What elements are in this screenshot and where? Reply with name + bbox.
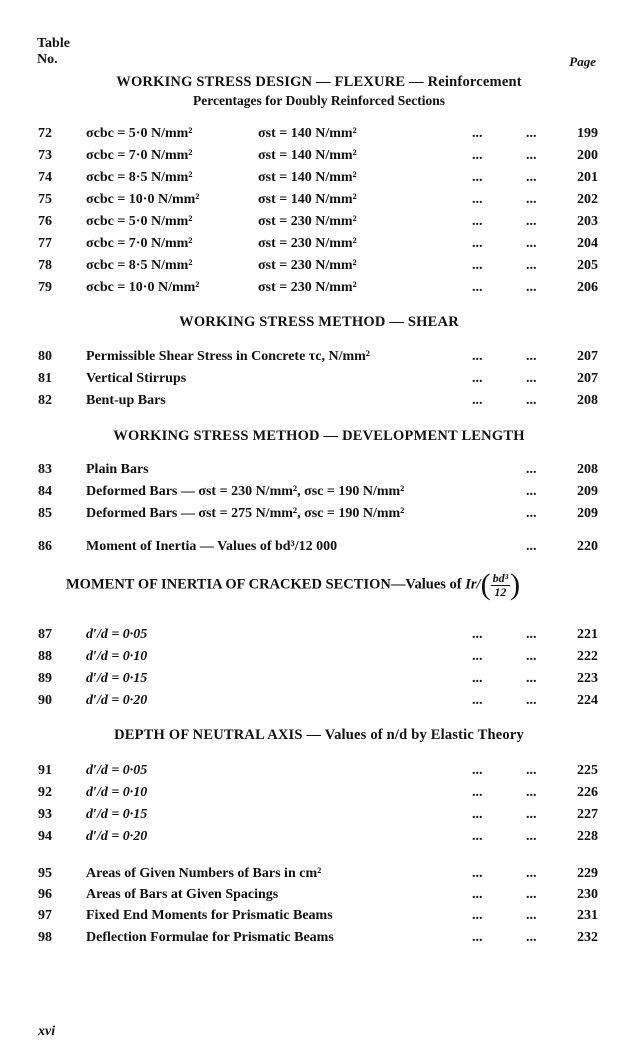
page-number: 206	[577, 280, 598, 295]
toc-row[interactable]	[0, 866, 638, 888]
table-number: 82	[38, 393, 52, 408]
page-number: 226	[577, 785, 598, 800]
toc-row[interactable]	[0, 192, 638, 214]
leader-dots: ...	[526, 126, 537, 141]
page-number: 225	[577, 763, 598, 778]
leader-dots: ...	[472, 170, 483, 185]
section-title-moi-main: MOMENT OF INERTIA OF CRACKED SECTION—Values of	[66, 576, 462, 593]
page-number: 231	[577, 908, 598, 923]
leader-dots: ...	[526, 539, 537, 554]
leader-dots: ...	[526, 785, 537, 800]
section-title-shear: WORKING STRESS METHOD — SHEAR	[179, 314, 459, 330]
table-number: 86	[38, 539, 52, 554]
leader-dots: ...	[526, 148, 537, 163]
row-text-2: σst = 230 N/mm²	[258, 280, 357, 295]
leader-dots: ...	[472, 671, 483, 686]
leader-dots: ...	[526, 258, 537, 273]
no-label: No.	[37, 52, 58, 67]
table-number: 74	[38, 170, 52, 185]
leader-dots: ...	[526, 807, 537, 822]
leader-dots: ...	[526, 236, 537, 251]
leader-dots: ...	[526, 484, 537, 499]
table-number: 95	[38, 866, 52, 881]
leader-dots: ...	[526, 908, 537, 923]
row-text-2: σst = 140 N/mm²	[258, 148, 357, 163]
row-text: d′/d = 0·20	[86, 829, 148, 844]
section-subtitle-flexure: Percentages for Doubly Reinforced Sections	[193, 93, 445, 108]
row-text: σcbc = 5·0 N/mm²	[86, 214, 193, 229]
row-text: d′/d = 0·05	[86, 763, 148, 778]
toc-row[interactable]	[0, 807, 638, 829]
fraction-denominator: 12	[494, 584, 507, 599]
page-number: 223	[577, 671, 598, 686]
ir-symbol: Ir/	[465, 576, 481, 593]
toc-row[interactable]	[0, 462, 638, 484]
leader-dots: ...	[526, 671, 537, 686]
left-paren: (	[480, 568, 491, 601]
table-number: 98	[38, 930, 52, 945]
toc-row[interactable]	[0, 126, 638, 148]
table-number: 96	[38, 887, 52, 902]
row-text: Vertical Stirrups	[86, 371, 187, 386]
toc-row[interactable]	[0, 280, 638, 302]
toc-row[interactable]	[0, 930, 638, 952]
leader-dots: ...	[526, 371, 537, 386]
leader-dots: ...	[526, 866, 537, 881]
row-text: σcbc = 8·5 N/mm²	[86, 258, 193, 273]
page-number: 205	[577, 258, 598, 273]
leader-dots: ...	[472, 887, 483, 902]
table-number: 88	[38, 649, 52, 664]
toc-row[interactable]	[0, 539, 638, 561]
row-text-2: σst = 140 N/mm²	[258, 126, 357, 141]
leader-dots: ...	[526, 506, 537, 521]
row-text: Areas of Bars at Given Spacings	[86, 887, 279, 902]
page-number: 227	[577, 807, 598, 822]
leader-dots: ...	[472, 807, 483, 822]
leader-dots: ...	[526, 627, 537, 642]
leader-dots: ...	[526, 462, 537, 477]
row-text: Fixed End Moments for Prismatic Beams	[86, 908, 333, 923]
leader-dots: ...	[472, 627, 483, 642]
page-number: 209	[577, 484, 598, 499]
table-number: 84	[38, 484, 52, 499]
toc-row[interactable]	[0, 258, 638, 280]
leader-dots: ...	[472, 192, 483, 207]
toc-row[interactable]	[0, 170, 638, 192]
leader-dots: ...	[472, 126, 483, 141]
row-text-2: σst = 140 N/mm²	[258, 170, 357, 185]
section-title-development: WORKING STRESS METHOD — DEVELOPMENT LENGTH	[113, 428, 525, 444]
toc-row[interactable]	[0, 693, 638, 715]
toc-row[interactable]	[0, 829, 638, 851]
page-number: 199	[577, 126, 598, 141]
toc-row[interactable]	[0, 785, 638, 807]
table-number: 79	[38, 280, 52, 295]
table-no-header	[37, 36, 70, 68]
table-number: 87	[38, 627, 52, 642]
page-number: 209	[577, 506, 598, 521]
section-title-depth: DEPTH OF NEUTRAL AXIS — Values of n/d by Elastic Theory	[114, 727, 524, 743]
leader-dots: ...	[472, 930, 483, 945]
row-text: d′/d = 0·05	[86, 627, 148, 642]
table-number: 75	[38, 192, 52, 207]
row-text: d′/d = 0·20	[86, 693, 148, 708]
page-number: 224	[577, 693, 598, 708]
leader-dots: ...	[472, 148, 483, 163]
row-text: σcbc = 7·0 N/mm²	[86, 236, 193, 251]
table-number: 91	[38, 763, 52, 778]
leader-dots: ...	[526, 349, 537, 364]
right-paren: )	[510, 568, 521, 601]
toc-row[interactable]	[0, 371, 638, 393]
page-number: 202	[577, 192, 598, 207]
leader-dots: ...	[526, 693, 537, 708]
toc-row[interactable]	[0, 506, 638, 528]
row-text-2: σst = 230 N/mm²	[258, 236, 357, 251]
row-text: d′/d = 0·15	[86, 671, 148, 686]
table-number: 73	[38, 148, 52, 163]
table-number: 76	[38, 214, 52, 229]
table-number: 89	[38, 671, 52, 686]
table-number: 81	[38, 371, 52, 386]
table-number: 92	[38, 785, 52, 800]
leader-dots: ...	[472, 829, 483, 844]
leader-dots: ...	[472, 649, 483, 664]
leader-dots: ...	[526, 930, 537, 945]
section-title-moi	[66, 568, 520, 602]
leader-dots: ...	[526, 170, 537, 185]
toc-row[interactable]	[0, 887, 638, 909]
row-text: d′/d = 0·15	[86, 807, 148, 822]
table-number: 80	[38, 349, 52, 364]
table-number: 77	[38, 236, 52, 251]
leader-dots: ...	[526, 280, 537, 295]
toc-row[interactable]	[0, 763, 638, 785]
page-number: 221	[577, 627, 598, 642]
leader-dots: ...	[526, 829, 537, 844]
table-label: Table	[37, 36, 70, 51]
page-number: 208	[577, 462, 598, 477]
table-number: 85	[38, 506, 52, 521]
table-number: 83	[38, 462, 52, 477]
toc-row[interactable]	[0, 484, 638, 506]
leader-dots: ...	[472, 785, 483, 800]
toc-row[interactable]	[0, 671, 638, 693]
leader-dots: ...	[472, 280, 483, 295]
page-number: 200	[577, 148, 598, 163]
leader-dots: ...	[472, 349, 483, 364]
page-number: 203	[577, 214, 598, 229]
page-number: 208	[577, 393, 598, 408]
table-number: 94	[38, 829, 52, 844]
leader-dots: ...	[526, 214, 537, 229]
toc-row[interactable]	[0, 393, 638, 415]
row-text: Areas of Given Numbers of Bars in cm²	[86, 866, 322, 881]
page-number: 222	[577, 649, 598, 664]
leader-dots: ...	[472, 371, 483, 386]
fraction-numerator: bd³	[492, 570, 509, 585]
leader-dots: ...	[526, 887, 537, 902]
table-number: 72	[38, 126, 52, 141]
page-number: 232	[577, 930, 598, 945]
page-number: 207	[577, 371, 598, 386]
page-number: 230	[577, 887, 598, 902]
row-text-2: σst = 140 N/mm²	[258, 192, 357, 207]
page-number: 204	[577, 236, 598, 251]
table-number: 78	[38, 258, 52, 273]
table-number: 97	[38, 908, 52, 923]
row-text: Plain Bars	[86, 462, 149, 477]
toc-row[interactable]	[0, 349, 638, 371]
leader-dots: ...	[472, 908, 483, 923]
page-label: Page	[569, 54, 596, 69]
row-text: Deflection Formulae for Prismatic Beams	[86, 930, 334, 945]
leader-dots: ...	[526, 649, 537, 664]
leader-dots: ...	[472, 693, 483, 708]
leader-dots: ...	[526, 192, 537, 207]
row-text: Deformed Bars — σst = 230 N/mm², σsc = 190 N/mm²	[86, 484, 405, 499]
toc-row[interactable]	[0, 214, 638, 236]
page-number: 220	[577, 539, 598, 554]
leader-dots: ...	[472, 866, 483, 881]
table-number: 93	[38, 807, 52, 822]
page-number: 201	[577, 170, 598, 185]
table-number: 90	[38, 693, 52, 708]
toc-row[interactable]	[0, 627, 638, 649]
leader-dots: ...	[526, 763, 537, 778]
row-text: σcbc = 8·5 N/mm²	[86, 170, 193, 185]
leader-dots: ...	[472, 258, 483, 273]
row-text: σcbc = 10·0 N/mm²	[86, 280, 200, 295]
page-number: 228	[577, 829, 598, 844]
page-number: 229	[577, 866, 598, 881]
row-text: σcbc = 10·0 N/mm²	[86, 192, 200, 207]
leader-dots: ...	[472, 393, 483, 408]
page-number: 207	[577, 349, 598, 364]
row-text: Permissible Shear Stress in Concrete τc, N/mm²	[86, 349, 370, 364]
row-text: Bent-up Bars	[86, 393, 166, 408]
leader-dots: ...	[526, 393, 537, 408]
row-text: Moment of Inertia — Values of bd³/12 000	[86, 539, 338, 554]
row-text: σcbc = 5·0 N/mm²	[86, 126, 193, 141]
row-text: d′/d = 0·10	[86, 785, 148, 800]
fraction	[491, 572, 511, 599]
leader-dots: ...	[472, 236, 483, 251]
toc-row[interactable]	[0, 148, 638, 170]
leader-dots: ...	[472, 214, 483, 229]
row-text: d′/d = 0·10	[86, 649, 148, 664]
toc-row[interactable]	[0, 649, 638, 671]
row-text: σcbc = 7·0 N/mm²	[86, 148, 193, 163]
row-text-2: σst = 230 N/mm²	[258, 258, 357, 273]
toc-row[interactable]	[0, 908, 638, 930]
row-text-2: σst = 230 N/mm²	[258, 214, 357, 229]
folio-page-number: xvi	[38, 1024, 56, 1039]
row-text: Deformed Bars — σst = 275 N/mm², σsc = 190 N/mm²	[86, 506, 405, 521]
section-title-flexure: WORKING STRESS DESIGN — FLEXURE — Reinforcement	[116, 74, 522, 90]
toc-row[interactable]	[0, 236, 638, 258]
leader-dots: ...	[472, 763, 483, 778]
